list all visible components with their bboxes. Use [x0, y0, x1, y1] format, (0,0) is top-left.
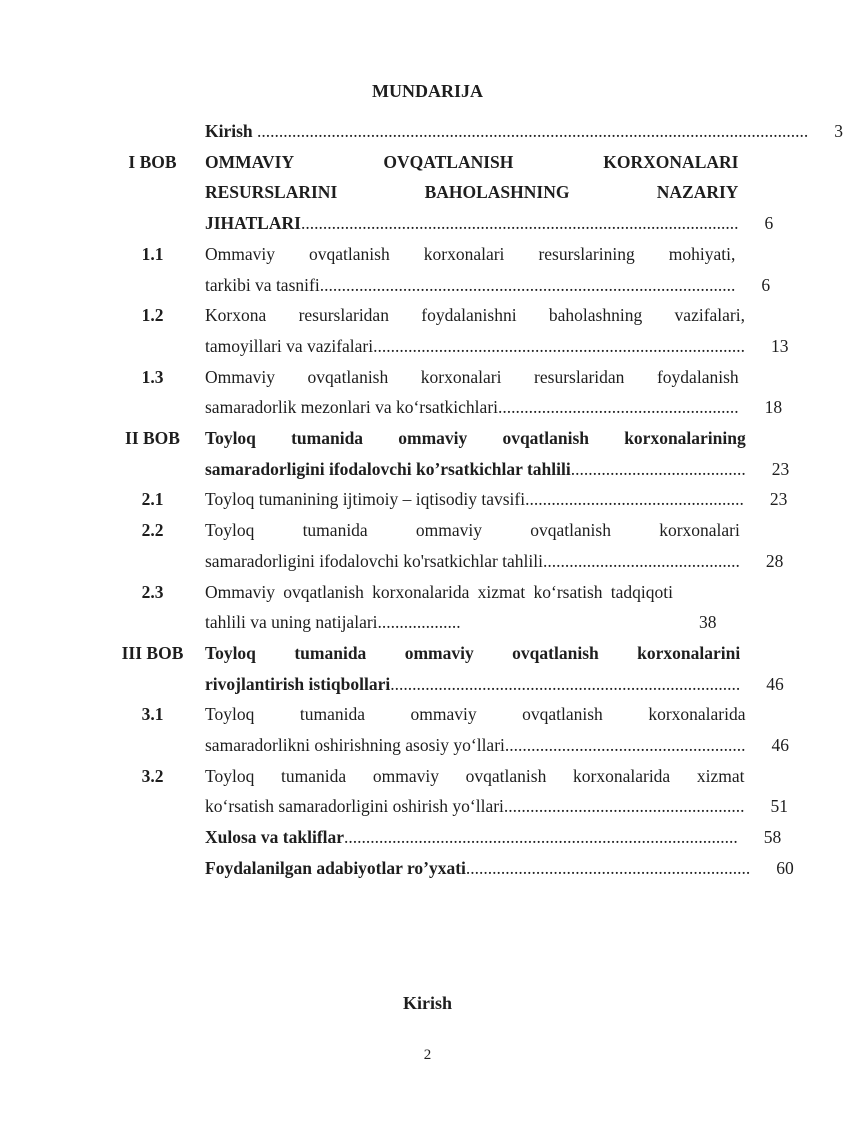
toc-entry-3bob [100, 638, 784, 699]
entry-label: 1.2 [141, 305, 164, 326]
dot-leader: ....................................................... [504, 735, 746, 756]
dot-leader: ................... [377, 612, 461, 633]
section-heading-kirish: Kirish [402, 992, 452, 1013]
entry-text [205, 761, 745, 822]
dot-leader: ............................................................................................... [319, 274, 736, 295]
toc-entry-1-1 [100, 239, 771, 300]
page-title: MUNDARIJA [372, 81, 483, 101]
entry-page-number: 28 [765, 550, 784, 571]
entry-title: samaradorlik mezonlari va ko‘rsatkichlari [205, 397, 499, 418]
entry-label: 2.3 [141, 581, 164, 602]
entry-title: JIHATLARI [205, 213, 301, 234]
entry-page-number: 46 [766, 673, 784, 694]
entry-title: samaradorligini ifodalovchi ko’rsatkichlar tahlili [205, 458, 571, 479]
toc-entry-2-2 [100, 515, 784, 576]
entry-text [205, 362, 739, 423]
entry-title-line: Ommaviy ovqatlanish korxonalari resurslarining mohiyati, [205, 243, 736, 264]
entry-title: samaradorligini ifodalovchi ko'rsatkichlar tahlili [205, 550, 543, 571]
entry-text [205, 116, 808, 147]
entry-text [205, 515, 740, 576]
dot-leader: ................................................................................ [390, 673, 741, 694]
entry-title: tamoyillari va vazifalari [205, 335, 374, 356]
table-of-contents [100, 116, 843, 884]
entry-text [205, 577, 673, 638]
entry-page-number: 6 [761, 274, 771, 295]
entry-text [205, 300, 745, 361]
entry-title: samaradorlikni oshirishning asosiy yo‘llari [205, 735, 505, 756]
entry-title-line: Toyloq tumanida ommaviy ovqatlanish korxonalarining [205, 428, 746, 449]
toc-entry-1-3 [100, 362, 783, 423]
toc-entry-2-1 [100, 484, 788, 515]
dot-leader: ..................................................................................... [373, 335, 745, 356]
entry-label: II BOB [125, 428, 180, 449]
entry-title: Foydalanilgan adabiyotlar ro’yxati [205, 857, 466, 878]
entry-title: rivojlantirish istiqbollari [205, 673, 391, 694]
entry-text [205, 822, 738, 853]
entry-title-line: Toyloq tumanida ommaviy ovqatlanish korxonalarida [205, 704, 746, 725]
dot-leader: ....................................................... [503, 796, 745, 817]
entry-title: Toyloq tumanining ijtimoiy – iqtisodiy tavsifi [205, 489, 526, 510]
entry-label: I BOB [128, 151, 177, 172]
entry-title-line: Toyloq tumanida ommaviy ovqatlanish korxonalari [205, 520, 740, 541]
entry-text [205, 853, 750, 884]
entry-title-line: Toyloq tumanida ommaviy ovqatlanish korxonalarini [205, 642, 741, 663]
dot-leader: .......................................................................................... [344, 827, 738, 848]
toc-entry-kirish [100, 116, 843, 147]
entry-page-number: 18 [764, 397, 783, 418]
entry-label: 1.3 [141, 366, 164, 387]
dot-leader: ....................................................... [498, 397, 739, 418]
entry-title-line: Toyloq tumanida ommaviy ovqatlanish korxonalarida xizmat [205, 765, 745, 786]
page-number-footer: 2 [423, 1046, 432, 1063]
entry-text [205, 423, 746, 484]
entry-label: 2.2 [141, 520, 164, 541]
entry-title-line: OMMAVIY OVQATLANISH KORXONALARI [205, 151, 739, 172]
entry-page-number: 58 [763, 827, 782, 848]
entry-title-line: RESURSLARINI BAHOLASHNING NAZARIY [205, 182, 739, 203]
entry-text [205, 239, 735, 300]
entry-page-number: 23 [771, 458, 790, 479]
entry-title-line: Ommaviy ovqatlanish korxonalari resurslaridan foydalanish [205, 366, 739, 387]
dot-leader: ............................................. [543, 550, 740, 571]
entry-text [205, 699, 746, 760]
entry-label: 2.1 [141, 489, 164, 510]
entry-label: 3.1 [141, 704, 164, 725]
entry-title-line: Ommaviy ovqatlanish korxonalarida xizmat ko‘rsatish tadqiqoti [205, 581, 673, 602]
entry-page-number: 46 [771, 735, 790, 756]
entry-text [205, 638, 740, 699]
dot-leader: ........................................ [570, 458, 746, 479]
entry-title: Xulosa va takliflar [205, 827, 345, 848]
dot-leader: ................................................................. [465, 857, 751, 878]
entry-title-line: Korxona resurslaridan foydalanishni baholashning vazifalari, [205, 305, 745, 326]
toc-entry-1-2 [100, 300, 789, 361]
entry-text [205, 484, 744, 515]
toc-entry-xulosa [100, 822, 782, 853]
entry-page-number: 38 [699, 612, 717, 633]
entry-title: Kirish [205, 121, 253, 141]
dot-leader: .............................................................................................................................. [252, 121, 809, 141]
entry-page-number: 23 [769, 489, 788, 510]
dot-leader: .................................................................................................... [300, 213, 739, 234]
entry-label: 3.2 [141, 765, 164, 786]
toc-entry-3-2 [100, 761, 789, 822]
toc-entry-3-1 [100, 699, 790, 760]
entry-text [205, 147, 738, 239]
entry-page-number: 6 [764, 213, 774, 234]
entry-page-number: 13 [771, 335, 789, 356]
entry-title: tahlili va uning natijalari [205, 612, 378, 633]
entry-page-number: 3 [834, 121, 843, 141]
entry-label: 1.1 [141, 243, 164, 264]
entry-title: ko‘rsatish samaradorligini oshirish yo‘llari [205, 796, 504, 817]
toc-entry-2bob [100, 423, 790, 484]
entry-label: III BOB [121, 642, 184, 663]
entry-page-number: 60 [776, 857, 794, 878]
toc-entry-adabiyotlar [100, 853, 794, 884]
toc-entry-1bob [100, 147, 774, 239]
toc-entry-2-3 [100, 577, 755, 638]
entry-title: tarkibi va tasnifi [205, 274, 320, 295]
entry-page-number: 51 [770, 796, 789, 817]
dot-leader: .................................................. [525, 489, 744, 510]
